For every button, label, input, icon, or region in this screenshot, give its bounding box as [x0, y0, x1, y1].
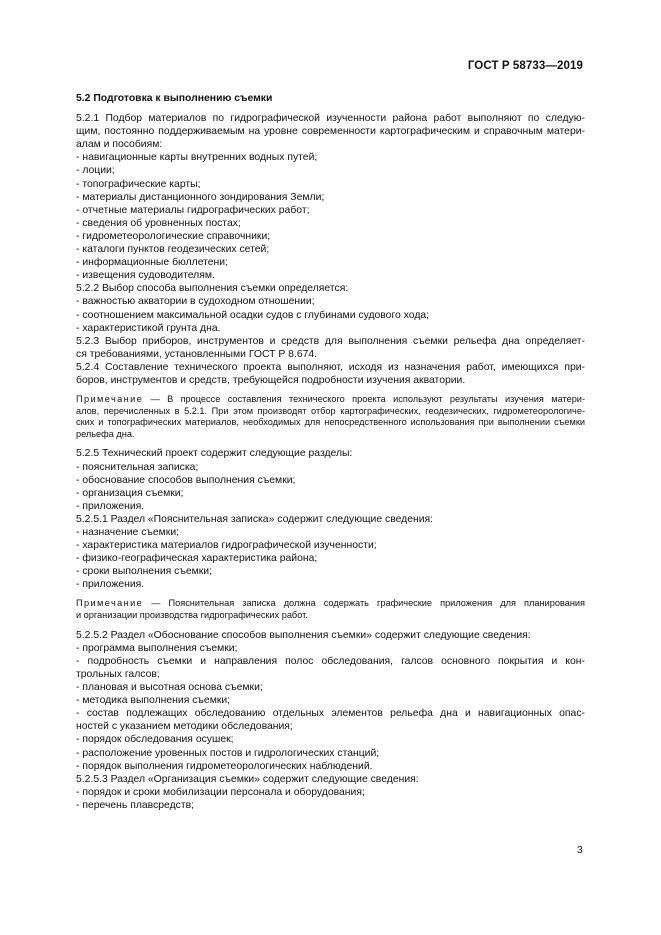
paragraph-5-2-5-2: 5.2.5.2 Раздел «Обоснование способов выполнения съемки» содержит следующие сведения:	[76, 629, 531, 641]
note-label: Примечание	[76, 598, 144, 609]
list-item: - организация съемки;	[76, 487, 184, 499]
list-item: - приложения.	[76, 579, 145, 591]
paragraph-5-2-3	[76, 335, 585, 361]
paragraph-line: ся требованиями, установленными ГОСТ Р 8.674.	[76, 348, 318, 360]
list-item: - сведения об уровненных постах;	[76, 217, 241, 229]
note-line: алов, перечисленных в 5.2.1. При этом производят отбор картографических, геодезических, гидрометеорологиче-	[76, 405, 585, 416]
list-item: - методика выполнения съемки;	[76, 695, 231, 707]
list-item: - порядок и сроки мобилизации персонала и оборудования;	[76, 786, 365, 798]
list-item-continuation: трольных галсов;	[76, 668, 160, 680]
paragraph-line: щим, постоянно поддерживаемым на уровне современности картографическим и справочным матери-	[76, 126, 585, 138]
page-content	[76, 92, 585, 812]
note-line: и организации производства гидрографических работ.	[76, 610, 308, 621]
note-line	[76, 394, 585, 406]
note-label: Примечание	[76, 394, 144, 405]
list-5-2-5-1	[76, 526, 585, 591]
document-standard-id: ГОСТ Р 58733—2019	[467, 60, 583, 72]
note-block-1	[76, 394, 585, 440]
paragraph-line: 5.2.3 Выбор приборов, инструментов и средств для выполнения съемки рельефа дна определяет-	[76, 335, 585, 347]
section-heading: 5.2 Подготовка к выполнению съемки	[76, 93, 273, 104]
list-item: - перечень плавсредств;	[76, 799, 195, 811]
list-item: - соотношением максимальной осадки судов с глубинами судового хода;	[76, 309, 430, 321]
list-5-2-2	[76, 295, 585, 334]
paragraph-5-2-2: 5.2.2 Выбор способа выполнения съемки определяется:	[76, 283, 349, 295]
list-item: - приложения.	[76, 500, 145, 512]
list-item: - топографические карты;	[76, 178, 201, 190]
paragraph-5-2-5-1: 5.2.5.1 Раздел «Пояснительная записка» содержит следующие сведения:	[76, 513, 434, 525]
list-item: - плановая и высотная основа съемки;	[76, 682, 263, 694]
list-item: - навигационные карты внутренних водных путей;	[76, 152, 318, 164]
list-item: - обоснование способов выполнения съемки;	[76, 474, 296, 486]
paragraph-5-2-5-3: 5.2.5.3 Раздел «Организация съемки» содержит следующие сведения:	[76, 773, 419, 785]
page-number: 3	[577, 845, 583, 856]
list-item: - информационные бюллетени;	[76, 257, 228, 269]
list-item: - характеристика материалов гидрографической изученности;	[76, 540, 377, 552]
list-item: - извещения судоводителям.	[76, 270, 215, 282]
paragraph-line: 5.2.4 Составление технического проекта выполняют, исходя из назначения работ, имеющихся при-	[76, 361, 585, 373]
list-item: - порядок выполнения гидрометеорологических наблюдений.	[76, 760, 373, 772]
list-item: - подробность съемки и направления полос обследования, галсов основного покрытия и кон-	[76, 655, 585, 667]
list-item: - состав подлежащих обследованию отдельных элементов рельефа дна и навигационных опас-	[76, 708, 585, 720]
list-item-continuation: ностей с указанием методики обследования;	[76, 721, 293, 733]
note-text: — В процессе составления технического проекта используют результаты изучения матери-	[143, 394, 585, 405]
list-item: - сроки выполнения съемки;	[76, 566, 212, 578]
list-item: - лоции;	[76, 165, 115, 177]
paragraph-5-2-1	[76, 112, 585, 151]
paragraph-5-2-5: 5.2.5 Технический проект содержит следующие разделы:	[76, 448, 353, 460]
list-5-2-5	[76, 461, 585, 513]
note-line	[76, 598, 585, 610]
list-item: - физико-географическая характеристика района;	[76, 553, 318, 565]
list-5-2-5-3	[76, 786, 585, 812]
list-5-2-1	[76, 151, 585, 282]
note-line: рельефа дна.	[76, 428, 135, 439]
paragraph-5-2-4	[76, 361, 585, 387]
list-item: - расположение уровенных постов и гидрологических станций;	[76, 747, 380, 759]
list-item: - программа выполнения съемки;	[76, 642, 238, 654]
list-item: - порядок обследования осушек;	[76, 734, 234, 746]
list-item: - важностью акватории в судоходном отношении;	[76, 296, 315, 308]
list-item: - пояснительная записка;	[76, 461, 199, 473]
list-5-2-5-2	[76, 642, 585, 773]
paragraph-line: алам и пособиям:	[76, 139, 163, 151]
list-item: - материалы дистанционного зондирования Земли;	[76, 191, 325, 203]
note-block-2	[76, 598, 585, 621]
note-text: — Пояснительная записка должна содержать графические приложения для планирования	[143, 598, 585, 609]
note-line: ских и топографических материалов, необходимых для непосредственного использования при выполнении съемки	[76, 417, 585, 428]
list-item: - каталоги пунктов геодезических сетей;	[76, 244, 270, 256]
list-item: - гидрометеорологические справочники;	[76, 230, 271, 242]
list-item: - отчетные материалы гидрографических работ;	[76, 204, 310, 216]
paragraph-line: боров, инструментов и средств, требующейся подробности изучения акватории.	[76, 374, 466, 386]
list-item: - назначение съемки;	[76, 527, 180, 538]
paragraph-line: 5.2.1 Подбор материалов по гидрографической изученности района работ выполняют по следую-	[76, 113, 585, 125]
list-item: - характеристикой грунта дна.	[76, 322, 221, 334]
